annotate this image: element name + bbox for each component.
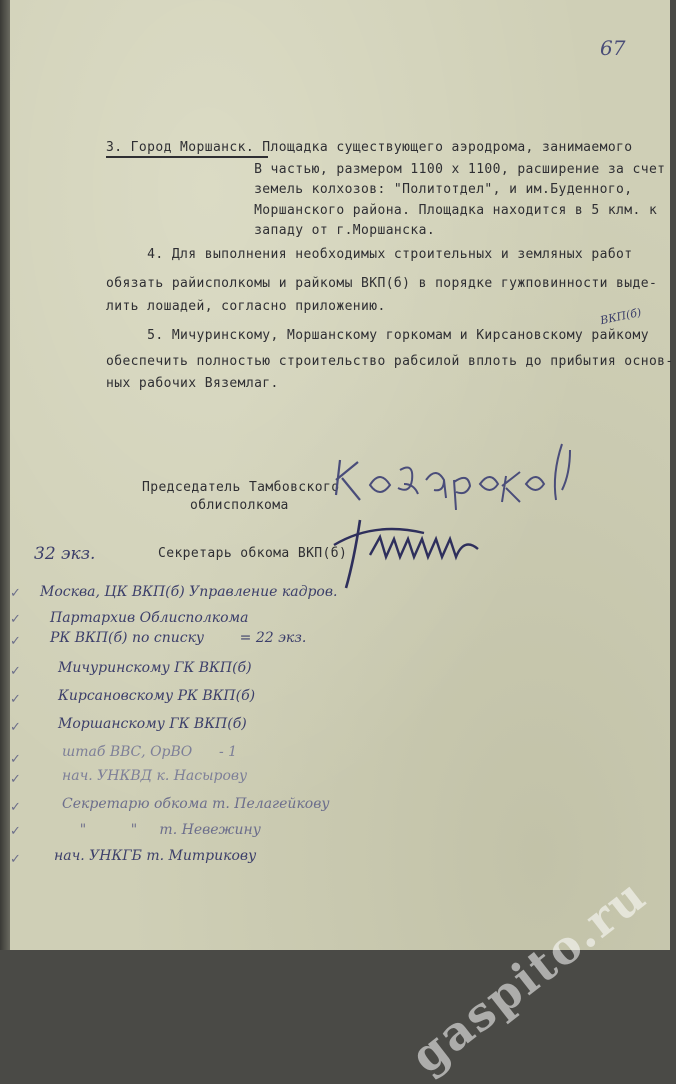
chairman-title-line2: облисполкома xyxy=(190,496,289,516)
section-5-line: 5. Мичуринскому, Моршанскому горкомам и Кирсановскому райкому xyxy=(106,326,649,346)
distribution-item: " " т. Невежину xyxy=(62,822,261,838)
distribution-item: Мичуринскому ГК ВКП(б) xyxy=(58,660,252,676)
check-mark-icon: ✓ xyxy=(10,634,21,649)
handwritten-insert: ВКП(б) xyxy=(599,306,642,327)
check-mark-icon: ✓ xyxy=(10,772,21,787)
check-mark-icon: ✓ xyxy=(10,800,21,815)
check-mark-icon: ✓ xyxy=(10,612,21,627)
section-3-line: В частью, размером 1100 х 1100, расширение за счет xyxy=(106,160,665,180)
distribution-item: штаб ВВС, ОрВО - 1 xyxy=(62,744,237,760)
distribution-item: РК ВКП(б) по списку = 22 экз. xyxy=(50,630,306,646)
check-mark-icon: ✓ xyxy=(10,852,21,867)
check-mark-icon: ✓ xyxy=(10,720,21,735)
section-4-line: лить лошадей, согласно приложению. xyxy=(106,297,386,317)
secretary-signature xyxy=(300,515,490,595)
heading-underline xyxy=(106,156,268,158)
page-number: 67 xyxy=(600,36,625,60)
distribution-item: Кирсановскому РК ВКП(б) xyxy=(58,688,255,704)
binding-edge xyxy=(0,0,10,950)
section-5-line: ных рабочих Вяземлаг. xyxy=(106,374,279,394)
secretary-title: Секретарь обкома ВКП(б) xyxy=(158,544,347,564)
section-3-line: западу от г.Моршанска. xyxy=(106,221,435,241)
distribution-item: Партархив Облисполкома xyxy=(50,610,249,626)
chairman-signature xyxy=(330,440,590,510)
document-page xyxy=(10,0,670,950)
check-mark-icon: ✓ xyxy=(10,824,21,839)
distribution-item: нач. УНКВД к. Насырову xyxy=(62,768,247,784)
section-3-line: земель колхозов: "Политотдел", и им.Буденного, xyxy=(106,180,633,200)
chairman-title: Председатель Тамбовского xyxy=(142,478,339,498)
check-mark-icon: ✓ xyxy=(10,664,21,679)
check-mark-icon: ✓ xyxy=(10,692,21,707)
section-5-line: обеспечить полностью строительство рабсилой вплоть до прибытия основ- xyxy=(106,352,674,372)
distribution-item: Секретарю обкома т. Пелагейкову xyxy=(62,796,330,812)
section-4-line: 4. Для выполнения необходимых строительных и земляных работ xyxy=(106,245,633,265)
section-4-line: обязать райисполкомы и райкомы ВКП(б) в порядке гужповинности выде- xyxy=(106,274,657,294)
section-3-line: 3. Город Моршанск. Площадка существующего аэродрома, занимаемого xyxy=(106,138,633,158)
check-mark-icon: ✓ xyxy=(10,586,21,601)
distribution-item: Москва, ЦК ВКП(б) Управление кадров. xyxy=(40,584,337,600)
check-mark-icon: ✓ xyxy=(10,752,21,767)
distribution-item: нач. УНКГБ т. Митрикову xyxy=(54,848,256,864)
copy-count: 32 экз. xyxy=(34,544,95,564)
section-3-line: Моршанского района. Площадка находится в 5 клм. к xyxy=(106,201,657,221)
distribution-item: Моршанскому ГК ВКП(б) xyxy=(58,716,247,732)
